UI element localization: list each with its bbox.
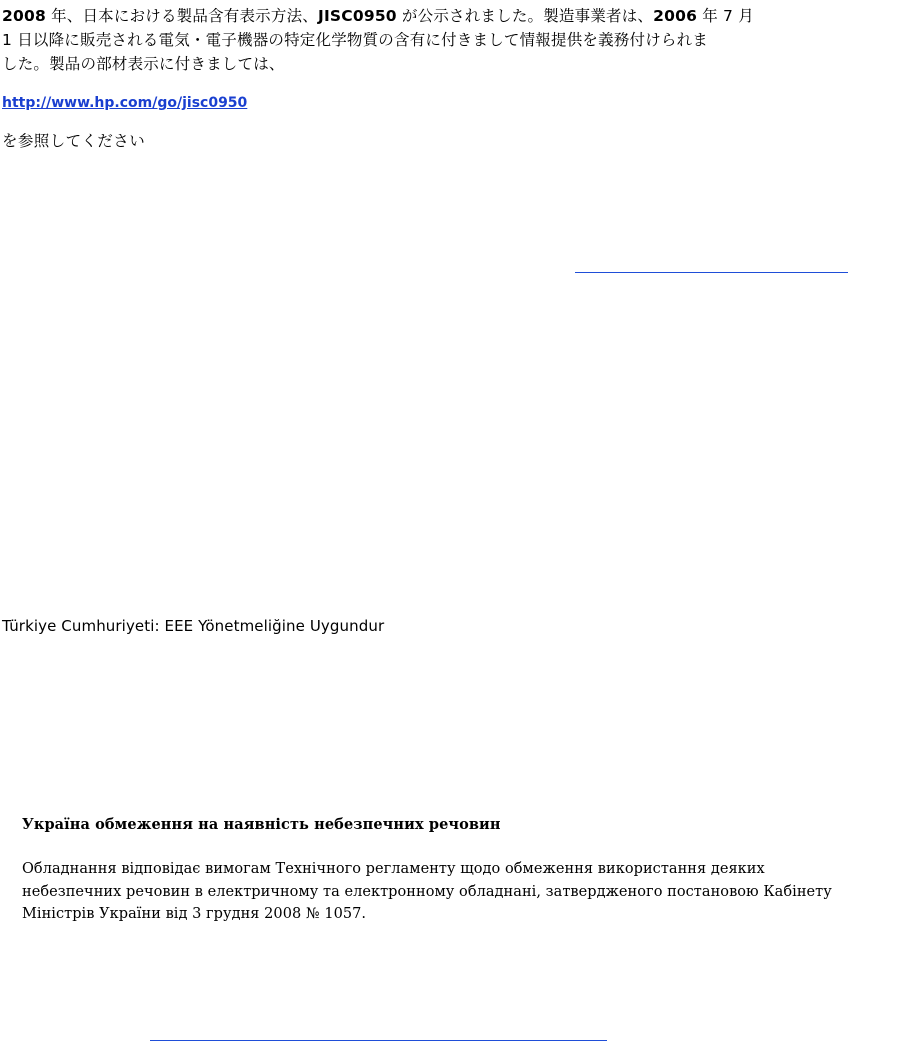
empty-link-rule-bottom[interactable] (150, 1040, 607, 1041)
jisc0950-link[interactable]: http://www.hp.com/go/jisc0950 (2, 95, 248, 111)
turkish-compliance-line: Türkiye Cumhuriyeti: EEE Yönetmeliğine Uygundur (2, 617, 385, 635)
japanese-line-1-seg-4: が公示されました。製造事業者は、 (396, 7, 654, 25)
ukrainian-heading: Україна обмеження на наявність небезпечних речовин (22, 816, 501, 833)
japanese-tail-text: を参照してください (2, 132, 146, 150)
japanese-line-3: した。製品の部材表示に付きましては、 (2, 55, 285, 73)
japanese-line-1 (2, 4, 902, 28)
japanese-line-2: 1 日以降に販売される電気・電子機器の特定化学物質の含有に付きまして情報提供を義務付けられま (2, 31, 708, 49)
ukrainian-paragraph (22, 858, 862, 926)
japanese-paragraph (2, 4, 902, 76)
ukrainian-body-line-3: Міністрів України від 3 грудня 2008 № 1057. (22, 906, 367, 922)
japanese-line-1-seg-5: 2006 (653, 7, 698, 25)
ukrainian-body-line-2: небезпечних речовин в електричному та електронному обладнані, затвердженого постановою Кабінету (22, 883, 832, 900)
japanese-line-1-seg-6: 年 7 月 (697, 7, 754, 25)
japanese-line-1-seg-2: 年、日本における製品含有表示方法、 (45, 7, 318, 25)
japanese-line-1-seg-3: JISC0950 (317, 7, 397, 25)
japanese-line-1-seg-1: 2008 (2, 7, 46, 25)
ukrainian-body-line-1: Обладнання відповідає вимогам Технічного регламенту щодо обмеження використання деяких (22, 861, 765, 877)
empty-link-rule-top[interactable] (575, 272, 848, 273)
